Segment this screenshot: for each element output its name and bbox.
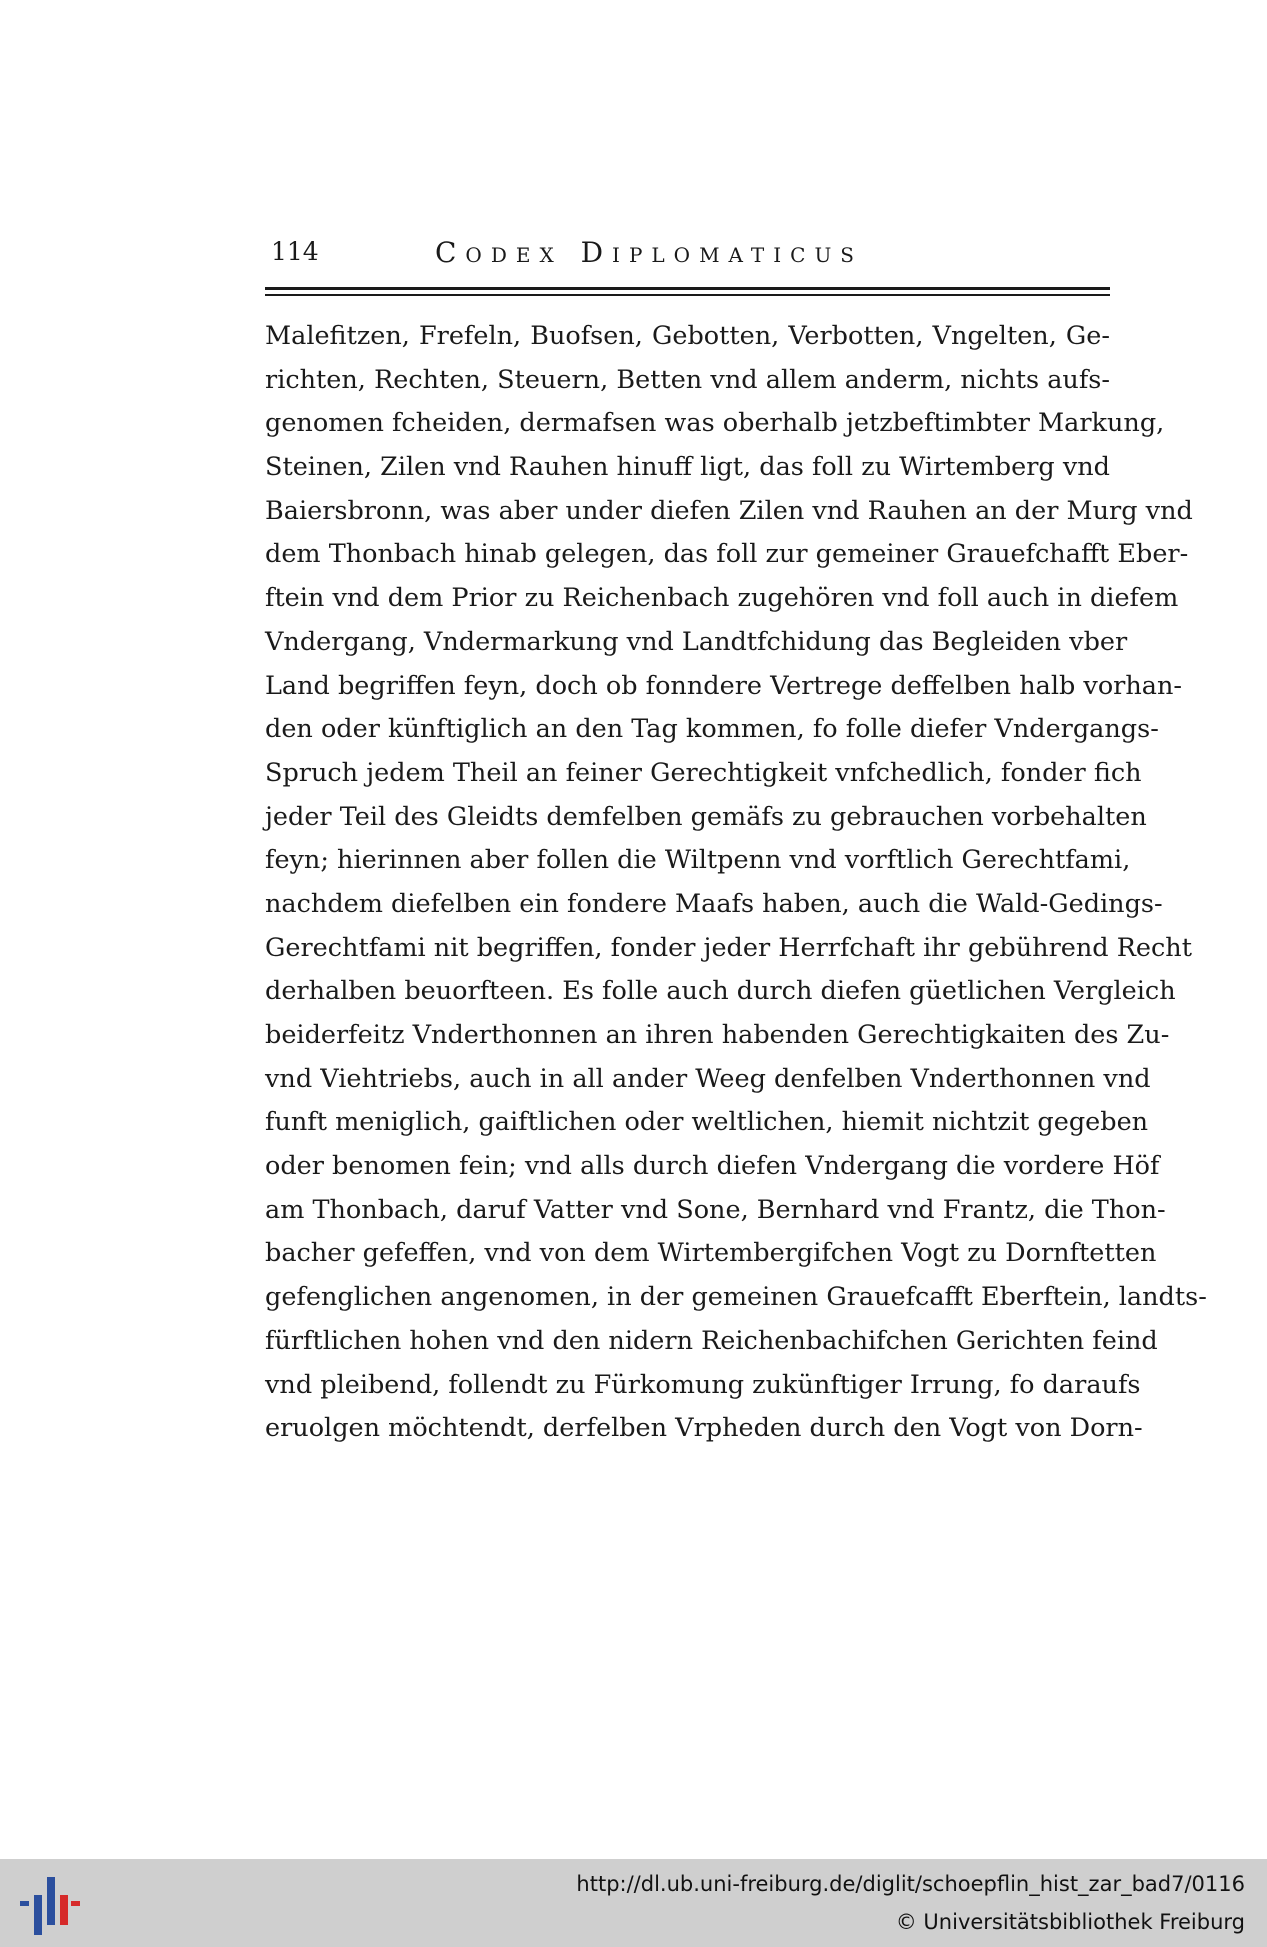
permalink-url[interactable]: http://dl.ub.uni-freiburg.de/diglit/schoepflin_hist_zar_bad7/0116 bbox=[576, 1872, 1245, 1896]
text-line: dem Thonbach hinab gelegen, das foll zur gemeiner Grauefchafft Eber- bbox=[265, 539, 1189, 570]
text-line: bacher gefeffen, vnd von dem Wirtembergifchen Vogt zu Dornftetten bbox=[265, 1238, 1157, 1269]
text-line: beiderfeitz Vnderthonnen an ihren habenden Gerechtigkaiten des Zu- bbox=[265, 1020, 1170, 1050]
text-line: richten, Rechten, Steuern, Betten vnd allem anderm, nichts aufs- bbox=[265, 364, 1110, 395]
text-line: derhalben beuorfteen. Es folle auch durch diefen güetlichen Vergleich bbox=[265, 976, 1176, 1007]
text-line: feyn; hierinnen aber follen die Wiltpenn vnd vorftlich Gerechtfami, bbox=[265, 845, 1131, 876]
text-line: Malefitzen, Frefeln, Buofsen, Gebotten, Verbotten, Vngelten, Ge- bbox=[265, 321, 1110, 351]
copyright-notice: © Universitätsbibliothek Freiburg bbox=[895, 1910, 1245, 1934]
text-line: fürftlichen hohen vnd den nidern Reichenbachifchen Gerichten feind bbox=[265, 1325, 1158, 1356]
text-line: den oder künftiglich an den Tag kommen, fo folle diefer Vndergangs- bbox=[265, 714, 1159, 745]
text-line: jeder Teil des Gleidts demfelben gemäfs zu gebrauchen vorbehalten bbox=[265, 801, 1147, 832]
text-line: am Thonbach, daruf Vatter vnd Sone, Bernhard vnd Frantz, die Thon- bbox=[265, 1194, 1166, 1225]
ub-freiburg-logo-icon bbox=[20, 1871, 80, 1935]
text-line: ftein vnd dem Prior zu Reichenbach zugehören vnd foll auch in diefem bbox=[265, 583, 1179, 614]
header-rule bbox=[265, 287, 1110, 290]
text-line: Vndergang, Vndermarkung vnd Landtfchidung das Begleiden vber bbox=[265, 626, 1128, 657]
text-line: eruolgen möchtendt, derfelben Vrpheden durch den Vogt von Dorn- bbox=[265, 1413, 1143, 1444]
header-rule-thin bbox=[265, 294, 1110, 296]
footer-bar bbox=[0, 1859, 1267, 1947]
text-line: nachdem diefelben ein fondere Maafs haben, auch die Wald-Gedings- bbox=[265, 888, 1163, 919]
page-number: 114 bbox=[271, 237, 319, 266]
text-line: Steinen, Zilen vnd Rauhen hinuff ligt, das foll zu Wirtemberg vnd bbox=[265, 452, 1110, 483]
body-text bbox=[265, 315, 1207, 1451]
text-line: Gerechtfami nit begriffen, fonder jeder Herrfchaft ihr gebührend Recht bbox=[265, 932, 1192, 963]
text-line: genomen fcheiden, dermafsen was oberhalb jetzbeftimbter Markung, bbox=[265, 408, 1165, 439]
text-line: vnd pleibend, follendt zu Fürkomung zukünftiger Irrung, fo daraufs bbox=[265, 1369, 1141, 1400]
text-line: funft meniglich, gaiftlichen oder weltlichen, hiemit nichtzit gegeben bbox=[265, 1107, 1149, 1138]
text-line: oder benomen fein; vnd alls durch diefen Vndergang die vordere Höf bbox=[265, 1151, 1160, 1182]
running-title: Codex Diplomaticus bbox=[435, 236, 864, 269]
text-line: Spruch jedem Theil an feiner Gerechtigkeit vnfchedlich, fonder fich bbox=[265, 757, 1142, 788]
text-line: Baiersbronn, was aber under diefen Zilen vnd Rauhen an der Murg vnd bbox=[265, 495, 1193, 526]
page-header bbox=[265, 232, 1110, 272]
text-line: Land begriffen feyn, doch ob fonndere Vertrege deffelben halb vorhan- bbox=[265, 670, 1183, 701]
text-line: vnd Viehtriebs, auch in all ander Weeg denfelben Vnderthonnen vnd bbox=[265, 1063, 1151, 1094]
text-line: gefenglichen angenomen, in der gemeinen Grauefcafft Eberftein, landts- bbox=[265, 1282, 1207, 1313]
